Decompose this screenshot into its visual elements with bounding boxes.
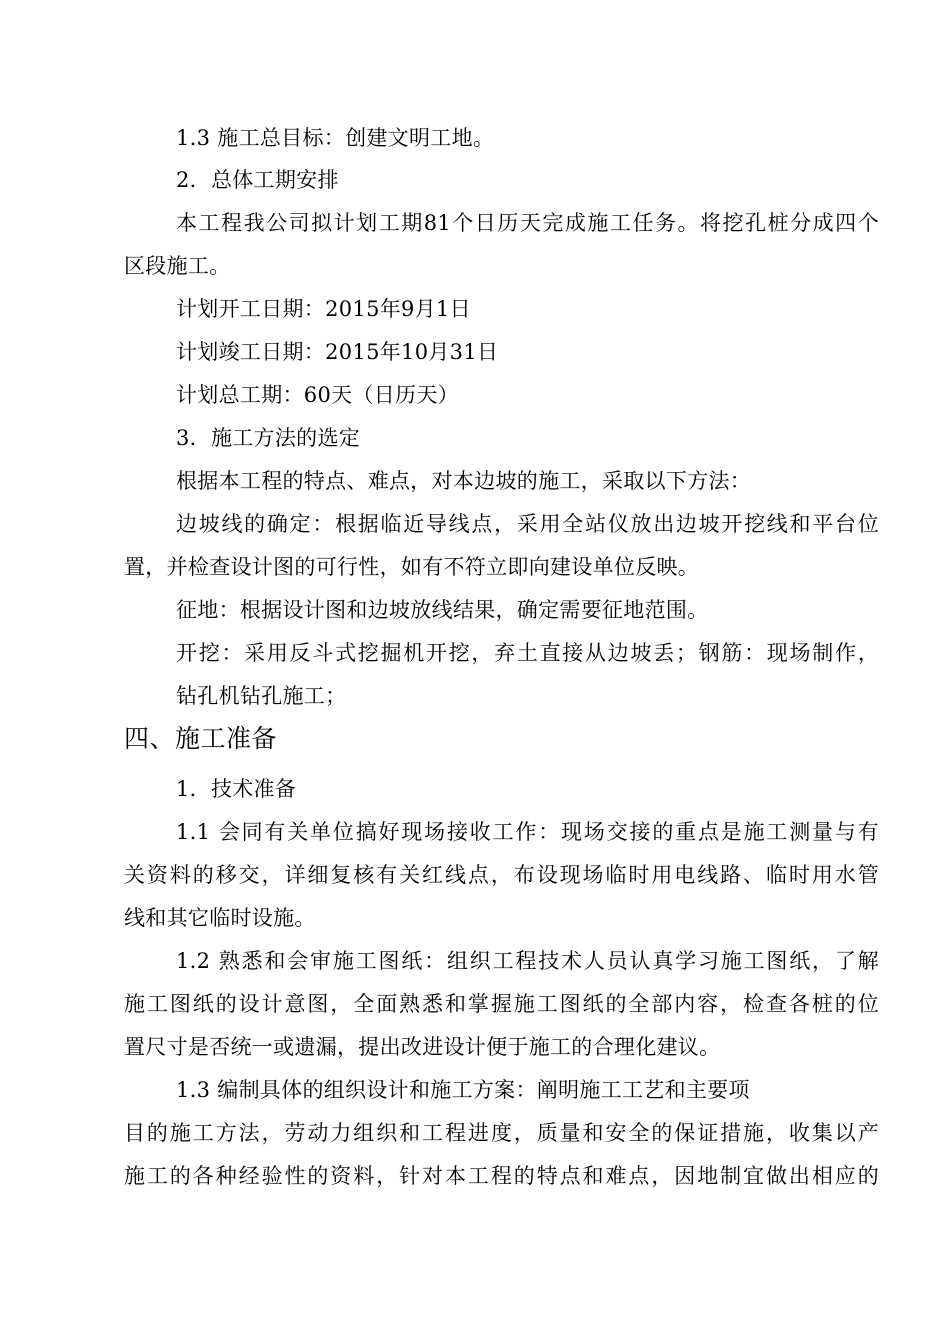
paragraph-line: 征地：根据设计图和边坡放线结果，确定需要征地范围。 (176, 598, 709, 622)
paragraph-line: 1.2 熟悉和会审施工图纸：组织工程技术人员认真学习施工图纸，了解 (176, 949, 879, 973)
paragraph-line: 线和其它临时设施。 (124, 906, 316, 930)
paragraph-line: 施工图纸的设计意图，全面熟悉和掌握施工图纸的全部内容，检查各桩的位 (124, 992, 879, 1016)
section-heading: 四、施工准备 (124, 724, 278, 753)
paragraph-line: 置，并检查设计图的可行性，如有不符立即向建设单位反映。 (124, 555, 700, 579)
paragraph-line: 计划开工日期：2015年9月1日 (176, 297, 471, 321)
paragraph-line: 1.1 会同有关单位搞好现场接收工作：现场交接的重点是施工测量与有 (176, 820, 879, 844)
section-subheading: 3．施工方法的选定 (176, 426, 361, 450)
paragraph-line: 施工的各种经验性的资料，针对本工程的特点和难点，因地制宜做出相应的 (124, 1164, 879, 1188)
paragraph-line: 边坡线的确定：根据临近导线点，采用全站仪放出边坡开挖线和平台位 (176, 512, 879, 536)
paragraph-line: 1.3 施工总目标：创建文明工地。 (176, 126, 495, 150)
paragraph-line: 计划总工期：60天（日历天） (176, 383, 459, 407)
paragraph-line: 开挖：采用反斗式挖掘机开挖，弃土直接从边坡丢；钢筋：现场制作， (176, 641, 879, 665)
paragraph-line: 区段施工。 (124, 254, 231, 278)
paragraph-line: 置尺寸是否统一或遗漏，提出改进设计便于施工的合理化建议。 (124, 1035, 721, 1059)
section-subheading: 2．总体工期安排 (176, 168, 339, 192)
paragraph-line: 根据本工程的特点、难点，对本边坡的施工，采取以下方法： (176, 469, 752, 493)
section-subheading: 1．技术准备 (176, 777, 297, 801)
paragraph-line: 钻孔机钻孔施工； (176, 684, 347, 708)
paragraph-line: 计划竣工日期：2015年10月31日 (176, 340, 499, 364)
paragraph-line: 关资料的移交，详细复核有关红线点，布设现场临时用电线路、临时用水管 (124, 863, 879, 887)
paragraph-line: 1.3 编制具体的组织设计和施工方案：阐明施工工艺和主要项 (176, 1078, 750, 1102)
paragraph-line: 本工程我公司拟计划工期81个日历天完成施工任务。将挖孔桩分成四个 (176, 211, 879, 235)
paragraph-line: 目的施工方法，劳动力组织和工程进度，质量和安全的保证措施，收集以产 (124, 1121, 879, 1145)
